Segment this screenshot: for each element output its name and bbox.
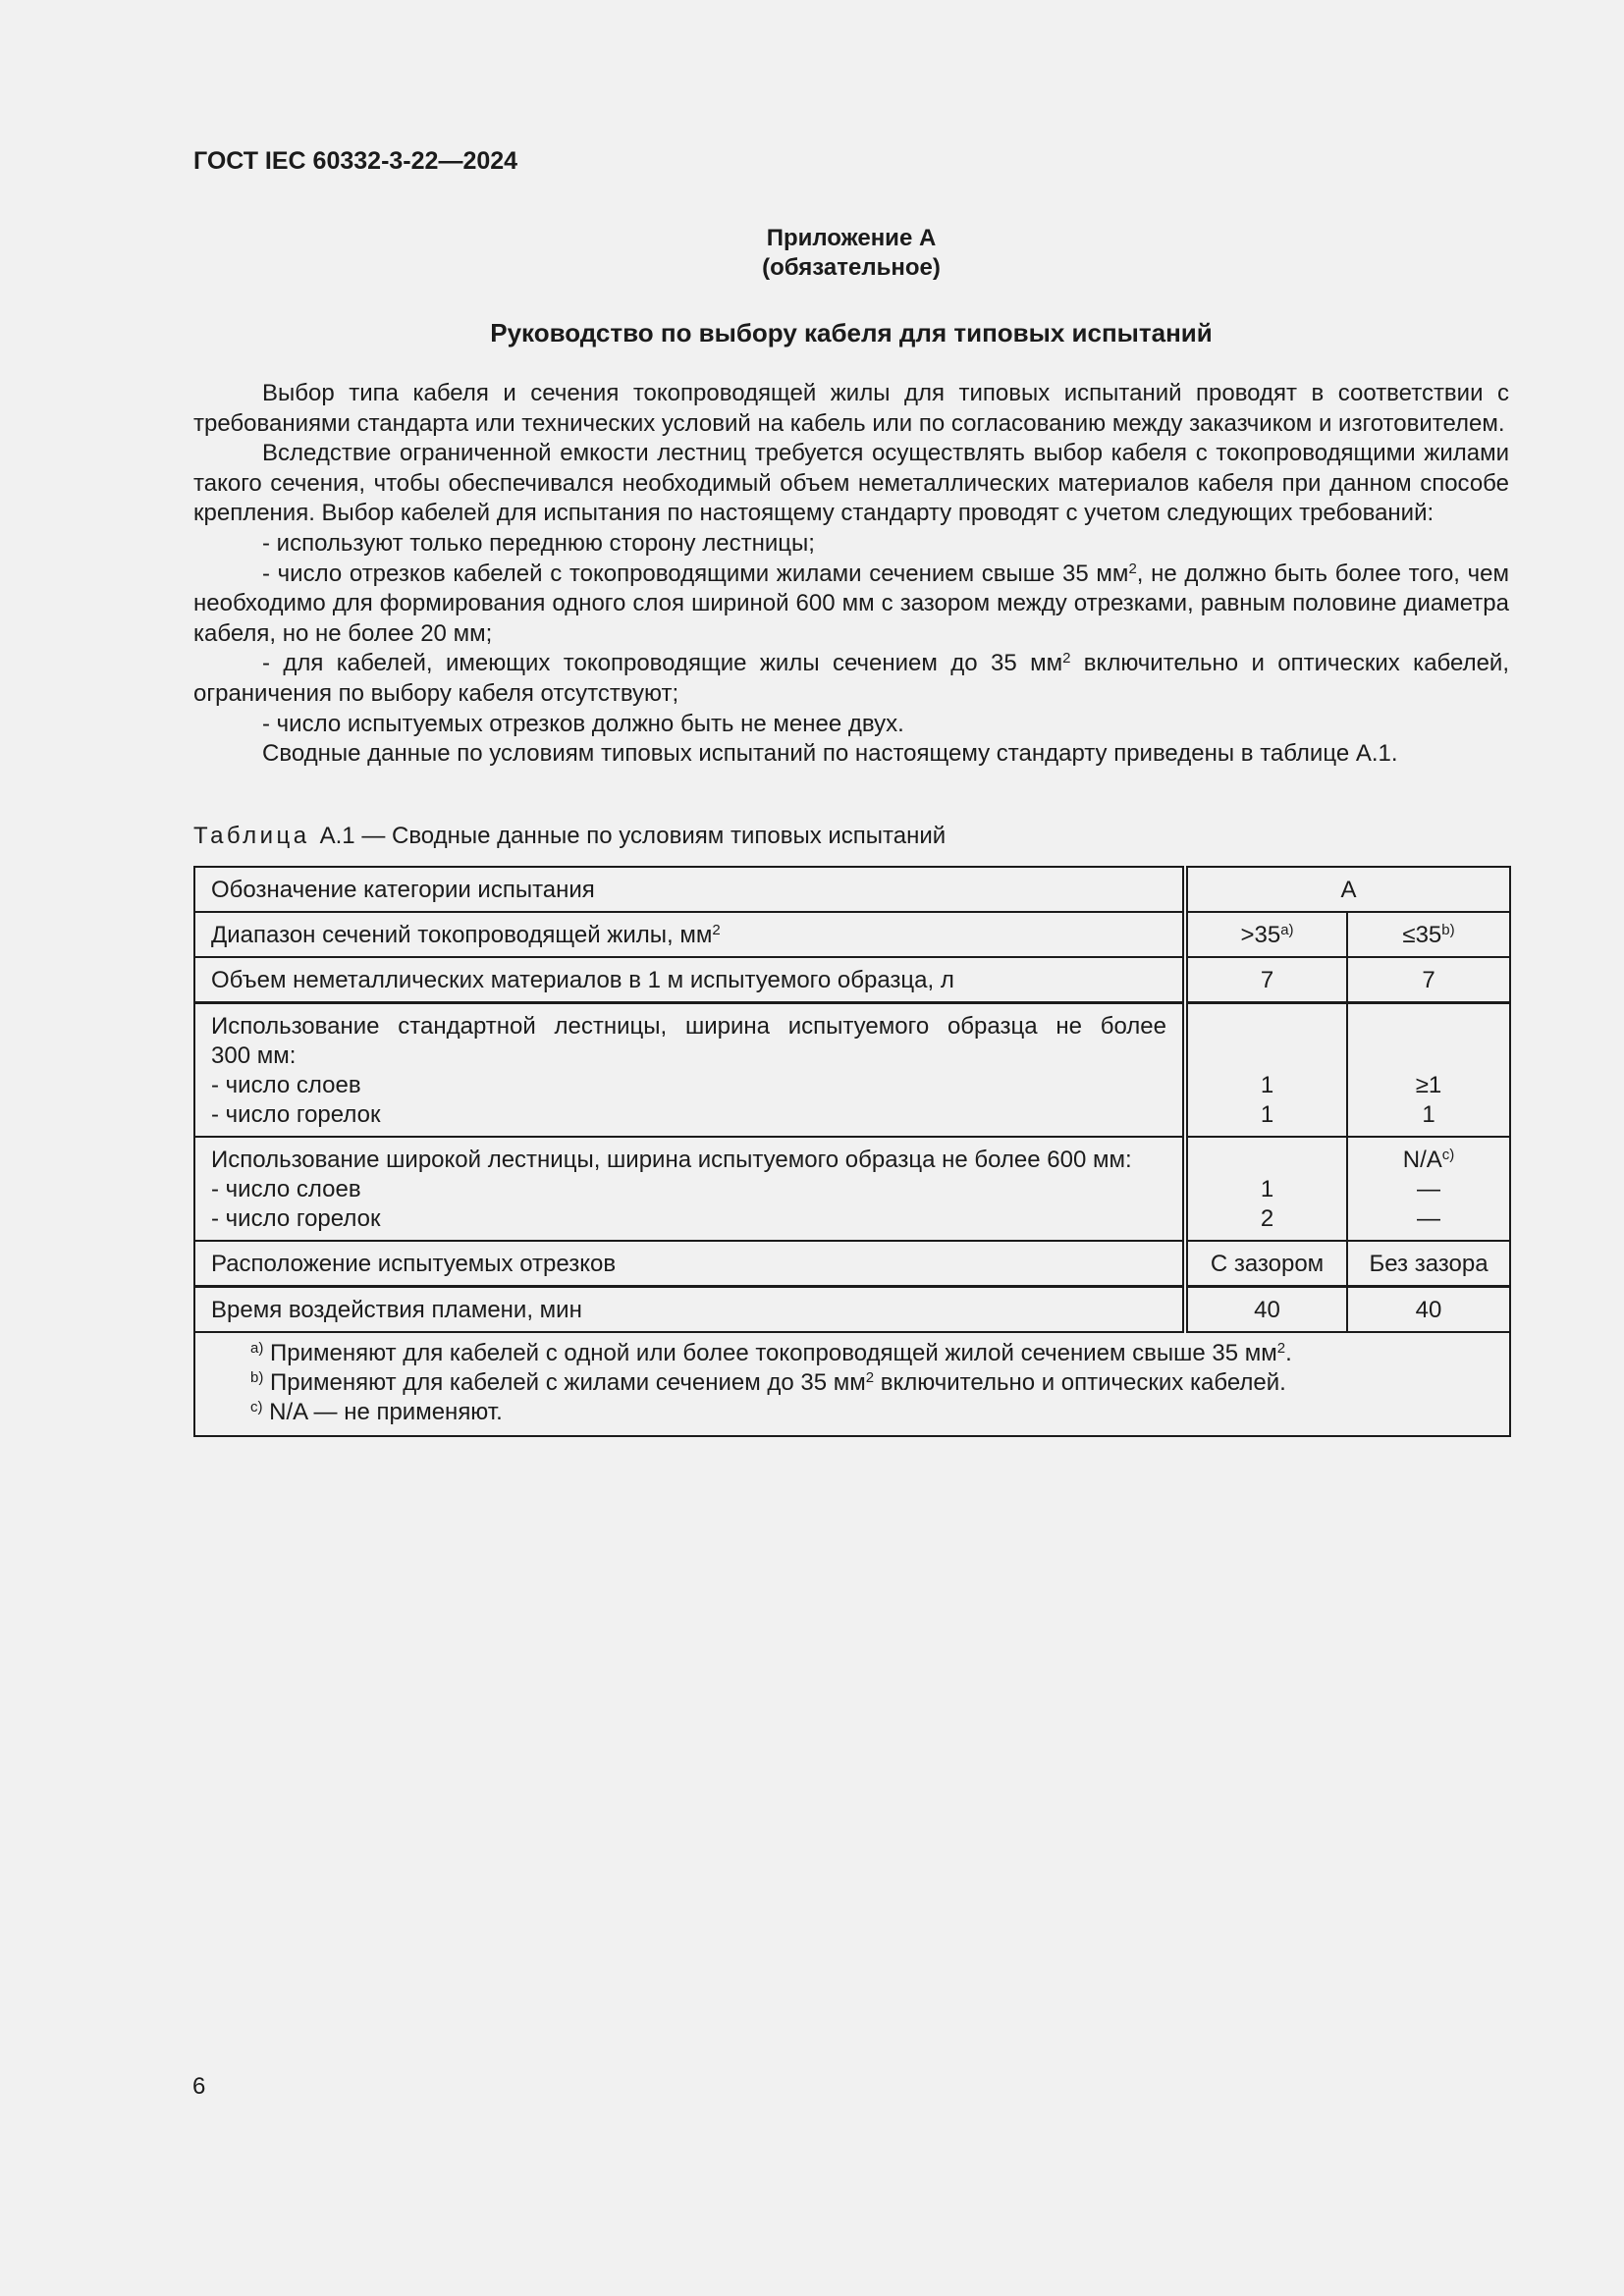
- paragraph: Выбор типа кабеля и сечения токопроводящей жилы для типовых испытаний проводят в соответствии с требованиями стандарта или технических условий на кабель или по согласованию между заказчиком и изготовителем.: [193, 380, 1509, 437]
- table-cell-label: Расположение испытуемых отрезков: [194, 1241, 1185, 1287]
- table-row-arrangement: [194, 1241, 1510, 1287]
- table-cell-label: Диапазон сечений токопроводящей жилы, $мм^2$: [194, 912, 1185, 957]
- paragraph: Вследствие ограниченной емкости лестниц требуется осуществлять выбор кабеля с токопроводящими жилами такого сечения, чтобы обеспечивался необходимый объем неметаллических материалов кабеля при данном способе крепления. Выбор кабелей для испытания по настоящему стандарту проводят с учетом следующих требований:: [193, 440, 1509, 527]
- table-caption-title: — Сводные данные по условиям типовых испытаний: [361, 823, 947, 849]
- annex-status: (обязательное): [762, 254, 941, 281]
- table-caption: [193, 823, 946, 850]
- table-cell-arrangement-col2: Без зазора: [1347, 1241, 1510, 1287]
- body-text: [193, 379, 1509, 770]
- table-cell-label: Объем неметаллических материалов в 1 м испытуемого образца, л: [194, 957, 1185, 1003]
- table-row-category: [194, 867, 1510, 912]
- table-cell-wide-ladder-col1: 1 2: [1185, 1137, 1347, 1241]
- table-row-wide-ladder: [194, 1137, 1510, 1241]
- footnote-b: $^{b)}$ Применяют для кабелей с жилами сечением до 35 $мм^2$ включительно и оптических кабелей.: [250, 1369, 1286, 1396]
- table-caption-label: Таблица: [193, 823, 310, 849]
- list-item: - число испытуемых отрезков должно быть не менее двух.: [262, 710, 904, 737]
- table-cell-label: Использование стандартной лестницы, ширина испытуемого образца не более 300 мм: - число слоев - число горелок: [194, 1003, 1185, 1138]
- section-title: Руководство по выбору кабеля для типовых испытаний: [490, 318, 1213, 347]
- table-cell-volume-col2: 7: [1347, 957, 1510, 1003]
- table-cell-label: Использование широкой лестницы, ширина испытуемого образца не более 600 мм: - число слоев - число горелок: [194, 1137, 1185, 1241]
- list-item: - число отрезков кабелей с токопроводящими жилами сечением свыше 35 $мм^2$, не должно быть более того, чем необходимо для формирования одного слоя шириной 600 мм с зазором между отрезками, равным половине диаметра кабеля, но не более 20 мм;: [193, 560, 1509, 647]
- table-cell-label: Время воздействия пламени, мин: [194, 1287, 1185, 1333]
- test-conditions-table: [193, 866, 1511, 1437]
- table-cell-range-col2: $\le 35^{b)}$: [1347, 912, 1510, 957]
- table-cell-range-col1: $>35^{а)}$: [1185, 912, 1347, 957]
- table-row-notes: [194, 1332, 1510, 1436]
- table-cell-standard-ladder-col1: 1 1: [1185, 1003, 1347, 1138]
- table-cell-arrangement-col1: С зазором: [1185, 1241, 1347, 1287]
- table-cell-category-value: А: [1185, 867, 1510, 912]
- table-row-flame-time: [194, 1287, 1510, 1333]
- table-cell-flame-time-col2: 40: [1347, 1287, 1510, 1333]
- list-item: - используют только переднюю сторону лестницы;: [262, 529, 815, 557]
- list-item: - для кабелей, имеющих токопроводящие жилы сечением до 35 $мм^2$ включительно и оптических кабелей, ограничения по выбору кабеля отсутствуют;: [193, 650, 1509, 707]
- page-number: 6: [192, 2073, 206, 2100]
- table-cell-flame-time-col1: 40: [1185, 1287, 1347, 1333]
- table-footnotes: [194, 1332, 1510, 1436]
- document-header-id: ГОСТ IEC 60332-3-22—2024: [193, 147, 518, 175]
- footnote-c: $^{с)}$ N/A — не применяют.: [250, 1399, 503, 1425]
- annex-title: Приложение А: [766, 225, 937, 251]
- table-cell-standard-ladder-col2: ≥1 1: [1347, 1003, 1510, 1138]
- table-cell-wide-ladder-col2: $N/A^{с)}$ — —: [1347, 1137, 1510, 1241]
- table-caption-number: А.1: [319, 823, 355, 849]
- table-row-standard-ladder: [194, 1003, 1510, 1138]
- table-row-range: [194, 912, 1510, 957]
- footnote-a: $^{а)}$ Применяют для кабелей с одной или более токопроводящей жилой сечением свыше 35 $мм^2$.: [250, 1340, 1292, 1366]
- annex-heading: [193, 224, 1509, 283]
- table-cell-label: Обозначение категории испытания: [194, 867, 1185, 912]
- paragraph: Сводные данные по условиям типовых испытаний по настоящему стандарту приведены в таблице А.1.: [262, 740, 1398, 768]
- table-cell-volume-col1: 7: [1185, 957, 1347, 1003]
- table-row-volume: [194, 957, 1510, 1003]
